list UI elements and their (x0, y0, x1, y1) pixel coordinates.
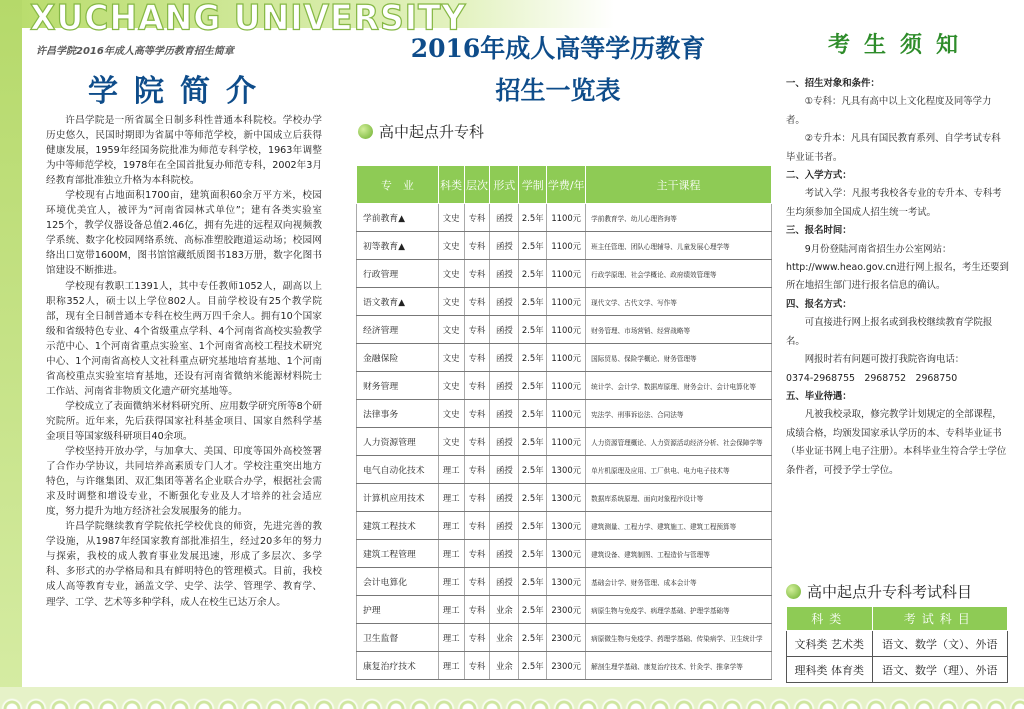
main-title (338, 28, 778, 112)
left-decor-band (0, 0, 22, 709)
table-row (357, 316, 772, 344)
table-row (357, 512, 772, 540)
notice-line: ①专科：凡具有高中以上文化程度及同等学力者。 (786, 96, 992, 126)
exam-cell: 语文、数学（文）、外语 (872, 631, 1007, 657)
notice-heading: 三、报名时间： (786, 225, 852, 237)
major-name-cell: 初等教育▲ (357, 232, 439, 260)
major-name-cell: 法律事务 (357, 400, 439, 428)
course-cell: 数据库系统原理、面向对象程序设计等 (586, 484, 772, 512)
table-cell: 理工 (438, 652, 464, 680)
notice-line: ②专升本：凡具有国民教育系列、自学考试专科毕业证书者。 (786, 133, 1001, 163)
table-cell: 1300元 (547, 484, 586, 512)
table-cell: 2.5年 (519, 372, 547, 400)
table-header-row (357, 166, 772, 204)
table-cell: 专科 (464, 484, 490, 512)
course-cell: 病原生物与免疫学、病理学基础、护理学基础等 (586, 596, 772, 624)
course-cell: 人力资源管理概论、人力资源活动经济分析、社会保障学等 (586, 428, 772, 456)
notice-heading: 四、报名方式： (786, 298, 852, 310)
header-cell: 层次 (464, 166, 490, 204)
table-cell: 2300元 (547, 596, 586, 624)
table-cell: 专科 (464, 232, 490, 260)
table-cell: 2.5年 (519, 624, 547, 652)
table-cell: 专科 (464, 260, 490, 288)
table-cell: 2.5年 (519, 288, 547, 316)
table-cell: 函授 (490, 288, 519, 316)
brochure-subtitle: 许昌学院2016年成人高等学历教育招生简章 (36, 46, 234, 57)
notice-line: 考试入学：凡报考我校各专业的专升本、专科考生均须参加全国成人招生统一考试。 (786, 188, 1002, 218)
exam-header-cell: 考试科目 (872, 607, 1007, 631)
table-cell: 理工 (438, 540, 464, 568)
table-cell: 2.5年 (519, 456, 547, 484)
table-cell: 理工 (438, 484, 464, 512)
exam-cell: 文科类 艺术类 (787, 631, 873, 657)
course-cell: 病原微生物与免疫学、药理学基础、传染病学、卫生统计学 (586, 624, 772, 652)
major-name-cell: 学前教育▲ (357, 204, 439, 232)
table-cell: 2.5年 (519, 316, 547, 344)
table-cell: 1100元 (547, 400, 586, 428)
course-cell: 建筑测量、工程力学、建筑施工、建筑工程预算等 (586, 512, 772, 540)
major-name-cell: 会计电算化 (357, 568, 439, 596)
table-cell: 函授 (490, 484, 519, 512)
table-cell: 函授 (490, 372, 519, 400)
table-cell: 文史 (438, 372, 464, 400)
table-cell: 2.5年 (519, 400, 547, 428)
table-cell: 1300元 (547, 568, 586, 596)
major-name-cell: 电气自动化技术 (357, 456, 439, 484)
notice-text (786, 75, 1010, 480)
table-cell: 2300元 (547, 652, 586, 680)
table-cell: 1100元 (547, 260, 586, 288)
notice-line: http://www.heao.gov.cn进行网上报名，考生还要到所在地招生部门进行报名信息的确认。 (786, 262, 1009, 292)
intro-paragraph: 学校坚持开放办学，与加拿大、美国、印度等国外高校签署了合作办学协议，共同培养高素质专门人才。学校注重突出地方特色，与许继集团、双汇集团等著名企业联合办学，根据社会需求及时调整和增设专业，不断强化专业及人才培养的社会适应度，努力提升为地方经济社会发展服务的能力。 (46, 446, 322, 518)
major-name-cell: 财务管理 (357, 372, 439, 400)
table-cell: 文史 (438, 316, 464, 344)
intro-paragraph: 学校成立了表面微纳米材料研究所、应用数学研究所等8个研究院所。近年来，先后获得国家社科基金项目、国家自然科学基金项目等国家级科研项目40余项。 (46, 400, 322, 442)
table-row (357, 456, 772, 484)
table-cell: 专科 (464, 288, 490, 316)
table-row (357, 624, 772, 652)
notice-heading: 五、毕业待遇： (786, 390, 852, 402)
table-row (357, 652, 772, 680)
table-cell: 文史 (438, 428, 464, 456)
main-title-line2: 招生一览表 (495, 76, 621, 105)
notice-line: 凡被我校录取，修完教学计划规定的全部课程，成绩合格，均颁发国家承认学历的本、专科毕业证书（毕业证书网上电子注册）。本科毕业生符合学士学位条件者，可授予学士学位。 (786, 409, 1007, 476)
table-cell: 专科 (464, 568, 490, 596)
table-row (357, 260, 772, 288)
table-cell: 函授 (490, 232, 519, 260)
main-title-line1: 2016年成人高等学历教育 (410, 34, 706, 63)
table-row (357, 428, 772, 456)
table-cell: 2.5年 (519, 568, 547, 596)
course-cell: 行政学原理、社会学概论、政府绩效管理等 (586, 260, 772, 288)
table-row (357, 288, 772, 316)
bullet-dot-icon (358, 124, 373, 139)
course-cell: 解剖生理学基础、康复治疗技术、针灸学、推拿学等 (586, 652, 772, 680)
table-cell: 1100元 (547, 288, 586, 316)
table-cell: 函授 (490, 400, 519, 428)
table-cell: 专科 (464, 652, 490, 680)
table-cell: 1300元 (547, 456, 586, 484)
bullet-dot-icon (786, 584, 801, 599)
table-cell: 2.5年 (519, 512, 547, 540)
table-cell: 1100元 (547, 232, 586, 260)
course-cell: 建筑设备、建筑制图、工程造价与管理等 (586, 540, 772, 568)
header-cell: 形式 (490, 166, 519, 204)
course-cell: 基础会计学、财务管理、成本会计等 (586, 568, 772, 596)
major-name-cell: 建筑工程管理 (357, 540, 439, 568)
table-row (357, 232, 772, 260)
table-cell: 2.5年 (519, 204, 547, 232)
table-row (357, 540, 772, 568)
header-cell: 主干课程 (586, 166, 772, 204)
notice-heading: 二、入学方式： (786, 170, 852, 182)
exam-header-cell: 科类 (787, 607, 873, 631)
header-cell: 学制 (519, 166, 547, 204)
table-cell: 专科 (464, 316, 490, 344)
table-cell: 理工 (438, 456, 464, 484)
table-row (357, 400, 772, 428)
table-cell: 函授 (490, 540, 519, 568)
header-cell: 科类 (438, 166, 464, 204)
majors-table (356, 165, 772, 680)
table-cell: 1100元 (547, 204, 586, 232)
table-cell: 文史 (438, 344, 464, 372)
major-name-cell: 金融保险 (357, 344, 439, 372)
table-cell: 专科 (464, 428, 490, 456)
table-cell: 函授 (490, 204, 519, 232)
table-cell: 1300元 (547, 512, 586, 540)
table-cell: 专科 (464, 456, 490, 484)
table-row (357, 484, 772, 512)
major-name-cell: 经济管理 (357, 316, 439, 344)
notice-line: 网报时若有问题可拨打我院咨询电话： (804, 354, 965, 366)
bottom-decor-band (0, 687, 1024, 709)
majors-section-heading (358, 121, 484, 142)
table-cell: 理工 (438, 568, 464, 596)
course-cell: 宪法学、刑事诉讼法、合同法等 (586, 400, 772, 428)
table-row (357, 344, 772, 372)
major-name-cell: 康复治疗技术 (357, 652, 439, 680)
course-cell: 单片机原理及应用、工厂供电、电力电子技术等 (586, 456, 772, 484)
exam-row (787, 631, 1008, 657)
table-row (357, 372, 772, 400)
exam-section-label: 高中起点升专科考试科目 (807, 583, 973, 601)
major-name-cell: 卫生监督 (357, 624, 439, 652)
table-cell: 2.5年 (519, 428, 547, 456)
course-cell: 统计学、会计学、数据库原理、财务会计、会计电算化等 (586, 372, 772, 400)
table-cell: 函授 (490, 512, 519, 540)
table-cell: 业余 (490, 652, 519, 680)
course-cell: 国际贸易、保险学概论、财务管理等 (586, 344, 772, 372)
table-cell: 文史 (438, 260, 464, 288)
intro-text (46, 113, 322, 610)
table-cell: 1100元 (547, 428, 586, 456)
table-row (357, 568, 772, 596)
intro-paragraph: 学校现有教职工1391人，其中专任教师1052人，副高以上职称352人，硕士以上学位802人。目前学校设有25个教学院部，现有全日制普通本专科在校生两万四千余人。拥有10个国家级和省级特色专业、4个省级重点学科、4个河南省高校实验教学示范中心、1个河南省重点实验室、1个河南省高校工程技术研究中心、1个河南省高校人文社科重点研究基地培育基地、1个河南省高校重点实验室培育基地，还设有河南省微纳米能源材料院士工作站、河南省非物质文化遗产研究基地等。 (46, 280, 322, 397)
notice-title: 考生须知 (828, 32, 973, 58)
course-cell: 班主任管理、团队心理辅导、儿童发展心理学等 (586, 232, 772, 260)
table-cell: 专科 (464, 624, 490, 652)
table-cell: 文史 (438, 204, 464, 232)
table-cell: 专科 (464, 540, 490, 568)
intro-title: 学院简介 (88, 74, 272, 109)
major-name-cell: 护理 (357, 596, 439, 624)
table-cell: 文史 (438, 232, 464, 260)
notice-line: 可直接进行网上报名或到我校继续教育学院报名。 (786, 317, 993, 347)
table-cell: 2300元 (547, 624, 586, 652)
table-cell: 理工 (438, 512, 464, 540)
table-cell: 函授 (490, 568, 519, 596)
table-cell: 2.5年 (519, 596, 547, 624)
table-cell: 1100元 (547, 316, 586, 344)
table-cell: 专科 (464, 512, 490, 540)
major-name-cell: 行政管理 (357, 260, 439, 288)
intro-paragraph: 学校现有占地面积1700亩，建筑面积60余万平方米，校园环境优美宜人，被评为“河南省园林式单位”；建有各类实验室125个，教学仪器设备总值2.46亿，拥有先进的远程双向视频教学系统、数字化校园网络系统、高标准塑胶跑道运动场；校园网络出口宽带1600M，图书馆馆藏纸质图书183万册，数字化图书馆建设不断推进。 (46, 190, 322, 277)
table-cell: 专科 (464, 400, 490, 428)
table-cell: 函授 (490, 428, 519, 456)
course-cell: 财务管理、市场营销、经营战略等 (586, 316, 772, 344)
table-cell: 理工 (438, 624, 464, 652)
table-cell: 专科 (464, 204, 490, 232)
table-cell: 函授 (490, 260, 519, 288)
major-name-cell: 语文教育▲ (357, 288, 439, 316)
table-cell: 1300元 (547, 540, 586, 568)
notice-heading: 一、招生对象和条件： (786, 78, 880, 89)
table-cell: 文史 (438, 400, 464, 428)
course-cell: 现代文学、古代文学、写作等 (586, 288, 772, 316)
table-row (357, 204, 772, 232)
phone-numbers: 0374-2968755 2968752 2968750 (786, 372, 958, 384)
table-cell: 1100元 (547, 344, 586, 372)
table-row (357, 596, 772, 624)
table-cell: 文史 (438, 288, 464, 316)
table-cell: 专科 (464, 372, 490, 400)
notice-line: 9月份登陆河南省招生办公室网站： (804, 243, 952, 255)
exam-row (787, 657, 1008, 683)
exam-cell: 语文、数学（理）、外语 (872, 657, 1007, 683)
table-cell: 函授 (490, 344, 519, 372)
table-cell: 1100元 (547, 372, 586, 400)
header-cell: 学费/年 (547, 166, 586, 204)
table-cell: 专科 (464, 344, 490, 372)
major-name-cell: 人力资源管理 (357, 428, 439, 456)
majors-section-label: 高中起点升专科 (379, 123, 485, 141)
table-cell: 2.5年 (519, 260, 547, 288)
intro-paragraph: 许昌学院是一所省属全日制多科性普通本科院校。学校办学历史悠久，民国时期即为省属中等师范学校，新中国成立后获得健康发展，1959年经国务院批准为师范专科学校，1963年调整为中等师范学校，1978年在全国首批复办师范专科，2002年3月经教育部批准独立升格为本科院校。 (46, 115, 322, 187)
course-cell: 学前教育学、幼儿心理咨询等 (586, 204, 772, 232)
major-name-cell: 建筑工程技术 (357, 512, 439, 540)
table-cell: 2.5年 (519, 540, 547, 568)
header-cell: 专 业 (357, 166, 439, 204)
table-cell: 函授 (490, 456, 519, 484)
table-cell: 2.5年 (519, 232, 547, 260)
table-cell: 专科 (464, 596, 490, 624)
table-cell: 2.5年 (519, 344, 547, 372)
table-cell: 函授 (490, 316, 519, 344)
intro-paragraph: 许昌学院继续教育学院依托学校优良的师资，先进完善的教学设施，从1987年经国家教育部批准招生，经过20多年的努力与探索，我校的成人教育事业发展迅速，形成了多层次、多学科、多形式的办学格局和具有鲜明特色的管理模式。目前，我校成人高等教育专业，涵盖文学、史学、法学、管理学、教育学、理学、工学、艺术等多种学科，成人在校生已达万余人。 (46, 521, 322, 608)
university-name: XUCHANG UNIVERSITY (30, 0, 467, 38)
table-cell: 业余 (490, 624, 519, 652)
table-cell: 业余 (490, 596, 519, 624)
exam-cell: 理科类 体育类 (787, 657, 873, 683)
exam-section-heading (786, 581, 972, 602)
table-cell: 2.5年 (519, 484, 547, 512)
exam-table (786, 606, 1008, 683)
table-cell: 理工 (438, 596, 464, 624)
major-name-cell: 计算机应用技术 (357, 484, 439, 512)
table-cell: 2.5年 (519, 652, 547, 680)
exam-header-row (787, 607, 1008, 631)
